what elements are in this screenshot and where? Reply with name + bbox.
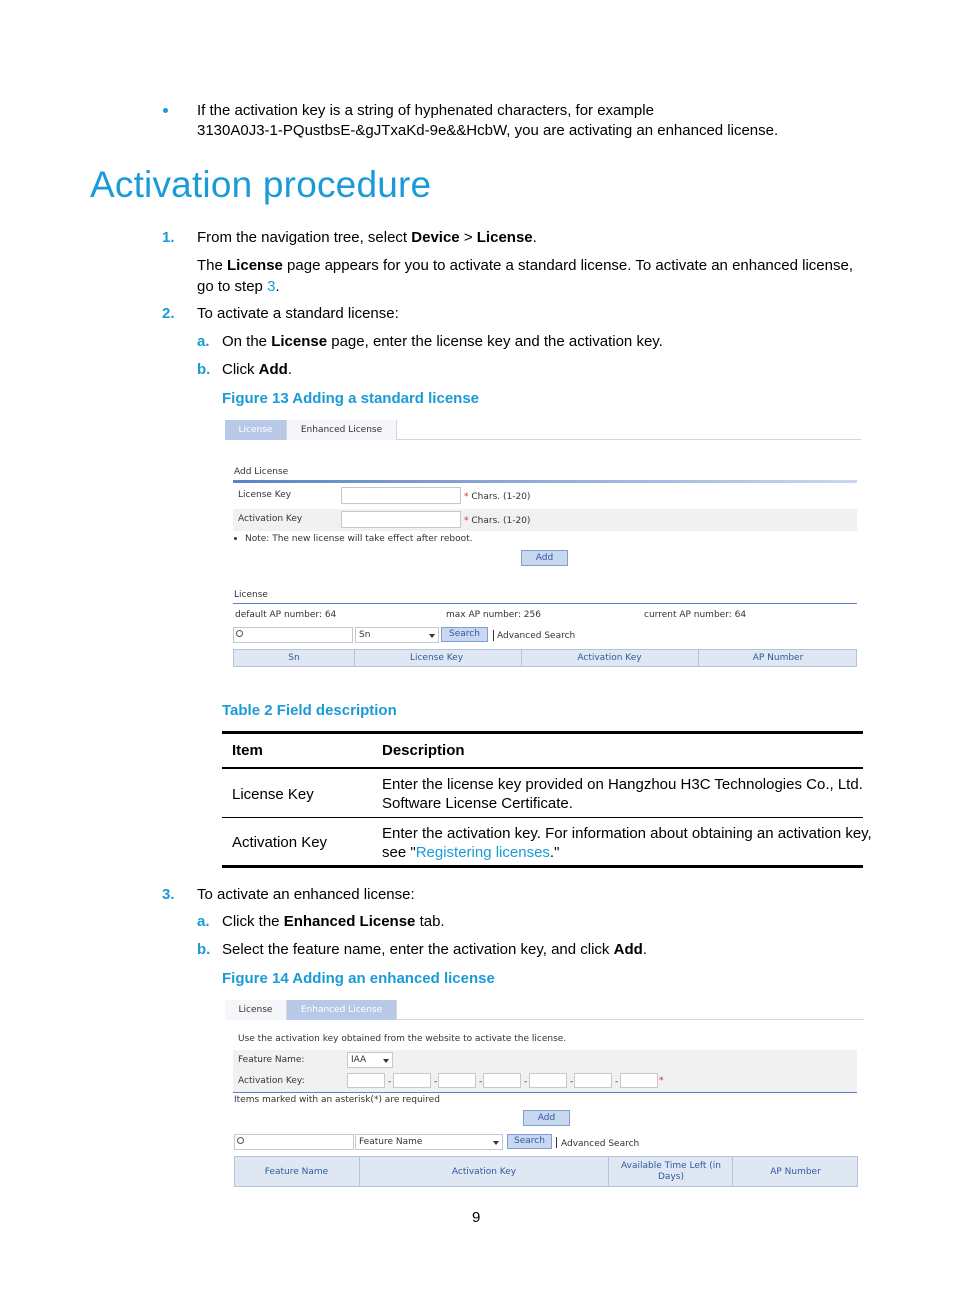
license-key-hint: * Chars. (1-20) [464,492,531,502]
column-header-feature-name[interactable]: Feature Name [264,1167,329,1177]
column-header-ap-number[interactable]: AP Number [752,653,804,663]
add-button[interactable]: Add [523,1110,570,1126]
activation-key-segment-6[interactable] [574,1073,612,1088]
tab-license[interactable]: License [225,420,287,440]
bullet-line-2: 3130A0J3-1-PQustbsE-&gJTxaKd-9e&&HcbW, you are activating an enhanced license. [197,122,779,139]
figure-13-caption: Figure 13 Adding a standard license [222,390,480,407]
advanced-search-link[interactable]: Advanced Search [561,1139,640,1149]
figure-14-caption: Figure 14 Adding an enhanced license [222,970,495,987]
search-divider [556,1137,557,1148]
row-1-desc-line-2: Software License Certificate. [382,795,573,812]
column-header-activation-key[interactable]: Activation Key [451,1167,517,1177]
search-field-select[interactable]: Sn [355,627,439,643]
step-1-text: From the navigation tree, select Device > License. [197,229,537,246]
step-2a-letter: a. [197,333,210,350]
step-3a-text: Click the Enhanced License tab. [222,913,445,930]
activation-key-segment-5[interactable] [529,1073,567,1088]
column-header-sn[interactable]: Sn [288,653,300,663]
column-header-description: Description [382,742,465,759]
segment-dash: - [479,1077,483,1087]
registering-licenses-link[interactable]: Registering licenses [415,844,550,861]
segment-dash: - [434,1077,438,1087]
default-ap-number: default AP number: 64 [235,610,337,620]
table-top-rule [222,731,863,734]
note-bullet [234,537,237,540]
search-input[interactable] [234,1134,354,1150]
row-1-desc-line-1: Enter the license key provided on Hangzhou H3C Technologies Co., Ltd. [382,776,863,793]
page-number: 9 [472,1209,481,1226]
step-3-text: To activate an enhanced license: [197,886,415,903]
step-1-paragraph-line-2: go to step 3. [197,278,280,295]
bullet-line-1: If the activation key is a string of hyphenated characters, for example [197,102,654,119]
figure-14-screenshot [225,1000,864,1188]
activation-key-row [233,509,857,531]
step-2b-letter: b. [197,361,211,378]
step-3a-letter: a. [197,913,210,930]
search-divider [493,630,494,641]
advanced-search-link[interactable]: Advanced Search [497,631,576,641]
step-3-number: 3. [162,886,175,903]
chevron-down-icon [383,1059,389,1063]
activation-key-hint: * Chars. (1-20) [464,516,531,526]
column-header-activation-key[interactable]: Activation Key [577,653,642,663]
tab-enhanced-license[interactable]: Enhanced License [287,1000,397,1020]
tab-enhanced-license[interactable]: Enhanced License [287,420,397,440]
feature-name-label: Feature Name: [238,1055,305,1065]
bullet-dot [163,108,168,113]
step-3b-letter: b. [197,941,211,958]
column-divider [608,1157,609,1186]
license-key-row [233,485,857,507]
column-header-available-time-left[interactable]: Available Time Left (in Days) [621,1161,721,1182]
activation-key-label: Activation Key: [238,1076,305,1086]
segment-dash: - [524,1077,528,1087]
column-header-item: Item [232,742,263,759]
search-button[interactable]: Search [441,627,488,642]
license-section-title: License [234,590,268,600]
license-key-input[interactable] [341,487,461,504]
step-2b-text: Click Add. [222,361,293,378]
activation-key-segment-2[interactable] [393,1073,431,1088]
search-icon [237,1137,244,1144]
column-header-ap-number[interactable]: AP Number [770,1167,821,1177]
segment-dash: - [570,1077,574,1087]
step-3-link[interactable]: 3 [267,278,276,295]
search-field-select[interactable]: Feature Name [355,1134,503,1150]
row-rule [222,817,863,818]
row-2-item: Activation Key [232,834,328,851]
step-1-number: 1. [162,229,175,246]
search-button[interactable]: Search [507,1134,552,1149]
activation-key-input[interactable] [341,511,461,528]
section-rule [233,480,857,483]
column-header-license-key[interactable]: License Key [409,653,464,663]
activation-key-label: Activation Key [238,514,303,524]
activation-key-segment-4[interactable] [483,1073,521,1088]
activation-key-segment-7[interactable] [620,1073,658,1088]
step-2-number: 2. [162,305,175,322]
activation-key-segment-3[interactable] [438,1073,476,1088]
form-rule [233,1092,857,1093]
step-2-text: To activate a standard license: [197,305,399,322]
required-note: Items marked with an asterisk(*) are required [234,1095,440,1105]
segment-dash: - [388,1077,392,1087]
row-2-desc-line-1: Enter the activation key. For information about obtaining an activation key, [382,825,872,842]
chevron-down-icon [493,1141,499,1145]
license-key-label: License Key [238,490,292,500]
activation-key-segment-1[interactable] [347,1073,385,1088]
feature-name-row [233,1050,857,1071]
header-rule [222,767,863,769]
row-2-desc-line-2: see "Registering licenses." [382,844,560,861]
section-heading: Activation procedure [90,164,432,205]
step-1-paragraph-line-1: The License page appears for you to activate a standard license. To activate an enhanced license, [197,257,853,274]
figure-13-screenshot [225,420,861,670]
table-bottom-rule [222,865,863,868]
segment-dash: - [615,1077,619,1087]
tab-license[interactable]: License [225,1000,287,1020]
table-2-caption: Table 2 Field description [222,702,397,719]
instruction-text: Use the activation key obtained from the website to activate the license. [238,1034,567,1044]
add-license-section-title: Add License [234,467,289,477]
search-icon [236,630,243,637]
chevron-down-icon [429,634,435,638]
reboot-note: Note: The new license will take effect after reboot. [245,534,473,544]
max-ap-number: max AP number: 256 [446,610,541,620]
step-3b-text: Select the feature name, enter the activation key, and click Add. [222,941,647,958]
current-ap-number: current AP number: 64 [644,610,747,620]
required-asterisk: * [659,1076,664,1086]
license-section-rule [233,603,857,604]
field-description-table [222,731,872,868]
step-2a-text: On the License page, enter the license key and the activation key. [222,333,663,350]
feature-name-select[interactable]: IAA [347,1052,393,1068]
add-button[interactable]: Add [521,550,568,566]
search-input[interactable] [233,627,353,643]
row-1-item: License Key [232,786,314,803]
